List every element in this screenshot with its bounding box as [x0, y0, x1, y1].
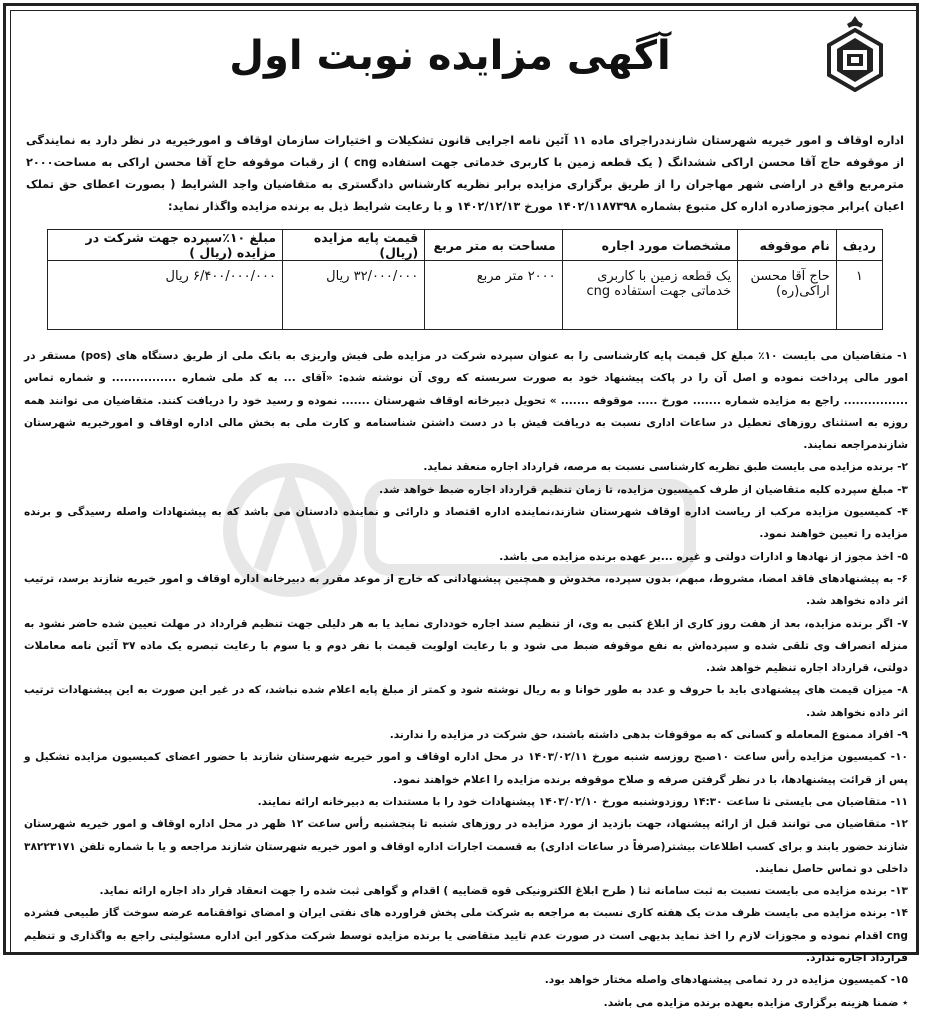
header-endowment-name: نام موقوفه — [738, 230, 837, 261]
condition-item: ۴- کمیسیون مزایده مرکب از ریاست اداره اوقاف شهرستان شازند،نماینده اداره اقتصاد و دارائی و نماینده دادستان می باشد که به پیشنهادات واصله رسیدگی و برنده مزایده را تعیین خواهند نمود. — [24, 506, 908, 541]
header-area: مساحت به متر مربع — [425, 230, 562, 261]
condition-item: ۳- مبلغ سپرده کلیه متقاضیان از طرف کمیسیون مزایده، تا زمان تنظیم قرارداد اجاره ضبط خواهد شد. — [379, 483, 908, 496]
condition-item: ۱۰- کمیسیون مزایده رأس ساعت ۱۰صبح روزسه شنبه مورخ ۱۴۰۳/۰۲/۱۱ در محل اداره اوقاف و امور خیریه شهرستان شازند با حضور اعضای کمیسیون مزایده تشکیل و پس از قرائت پیشنهادها، با در نظر گرفتن صرفه و صلاح موقوفه برنده مزایده را اعلام خواهند نمود. — [24, 751, 908, 786]
table-row — [48, 261, 883, 330]
page-title: آگهی مزایده نوبت اول — [229, 33, 671, 79]
condition-item: ۱۴- برنده مزایده می بایست ظرف مدت یک هفته کاری نسبت به مراجعه به شرکت ملی پخش فراورده های نفتی ایران و امضای توافقنامه عرضه سوخت گاز طبیعی فشرده cng اقدام نموده و مجوزات لازم را اخذ نماید بدیهی است در صورت عدم تایید متقاضی یا برنده مزایده توسط شرکت مذکور این اداره مسئولیتی راجع به واگذاری و تنظیم قرارداد اجاره ندارد. — [24, 907, 908, 965]
condition-item: ۱- متقاضیان می بایست ۱۰٪ مبلغ کل قیمت پایه کارشناسی را به عنوان سپرده شرکت در مزایده طی فیش واریزی به بانک ملی از طریق دستگاه های (pos) مستقر در امور مالی پرداخت نموده و اصل آن را در پاکت پیشنهاد خود به صورت سربسته که روی آن نوشته شده: «آقای ... به کد ملی شماره ................ و شماره تماس ................ راجع به مزایده شماره ....... مورخ ..... موقوفه ....... » تحویل دبیرخانه اوقاف شهرستان ....... نموده و رسید خود را دریافت کنند. متقاضیان می توانند همه روزه به استثنای روزهای تعطیل در ساعات اداری نسبت به دریافت فیش با در دست داشتن شناسنامه و کارت ملی به بخش مالی اداره اوقاف و امورخیریه شهرستان شازندمراجعه نمایند. — [24, 350, 909, 452]
condition-item: ۶- به پیشنهادهای فاقد امضا، مشروط، مبهم، بدون سپرده، مخدوش و همچنین پیشنهاداتی که خارج از موعد مقرر به دبیرخانه اداره اوقاف و امور خیریه شازند برسد، ترتیب اثر داده نخواهد شد. — [24, 572, 908, 608]
cell-area: ۲۰۰۰ متر مربع — [425, 261, 562, 330]
condition-item: ۵- اخذ مجوز از نهادها و ادارات دولتی و غیره ...بر عهده برنده مزایده می باشد. — [499, 550, 908, 563]
header-deposit: مبلغ ۱۰٪سپرده جهت شرکت در مزایده (ریال ) — [48, 230, 283, 261]
condition-item: ۲- برنده مزایده می بایست طبق نظریه کارشناسی نسبت به مرصه، قرارداد اجاره منعقد نماید. — [423, 461, 908, 474]
condition-item: ۹- افراد ممنوع المعامله و کسانی که به موقوفات بدهی داشته باشند، حق شرکت در مزایده را ندارند. — [389, 729, 908, 742]
header-row-number: ردیف — [836, 230, 882, 261]
condition-item: ۱۱- متقاضیان می بایستی تا ساعت ۱۴:۳۰ روزدوشنبه مورخ ۱۴۰۳/۰۲/۱۰ پیشنهادات خود را با مستندات به دبیرخانه ارائه نمایند. — [257, 795, 908, 808]
condition-item: ۸- میزان قیمت های پیشنهادی باید با حروف و عدد به طور خوانا و به ریال نوشته شود و کمتر از مبلغ پایه اعلام شده نباشد، که در غیر این صورت به این پیشنهادات ترتیب اثر داده نخواهد شد. — [24, 684, 908, 719]
table-header-row — [48, 230, 883, 261]
auction-table — [47, 229, 883, 330]
cell-specs: یک قطعه زمین با کاربری خدماتی جهت استفاده cng — [562, 261, 737, 330]
conditions-list — [24, 345, 908, 1014]
cell-base-price: ۳۲/۰۰۰/۰۰۰ ریال — [282, 261, 424, 330]
header-base-price: قیمت پایه مزایده (ریال) — [282, 230, 424, 261]
cell-deposit: ۶/۴۰۰/۰۰۰/۰۰۰ ریال — [48, 261, 283, 330]
condition-item: ۱۲- متقاضیان می توانند قبل از ارائه پیشنهاد، جهت بازدید از مورد مزایده در روزهای شنبه تا پنجشنبه رأس ساعت ۱۲ ظهر در محل اداره اوقاف و امور خیریه شهرستان شازند حضور یابند و برای کسب اطلاعات بیشتر(صرفاً در ساعات اداری) به قسمت اجارات اداره اوقاف و امور خیریه شهرستان شازند مراجعه و یا با شماره تلفن ۳۸۲۲۳۱۷۱ داخلی دو تماس حاصل نمایند. — [24, 818, 908, 875]
condition-item: ۱۳- برنده مزایده می بایست نسبت به ثبت سامانه ثنا ( طرح ابلاغ الکترونیکی قوه قضاییه ) اقدام و گواهی ثبت شده را جهت انعقاد قرار داد اجاره ارائه نماید. — [99, 885, 908, 898]
awqaf-logo-icon — [821, 12, 889, 92]
cell-row-number: ۱ — [836, 261, 882, 330]
intro-paragraph: اداره اوقاف و امور خیریه شهرستان شازنددراجرای ماده ۱۱ آئین نامه اجرایی قانون تشکیلات و اختیارات سازمان اوقاف و امورخیریه در نظر دارد به نمایندگی از موقوفه حاج آقا محسن اراکی ششدانگ ( یک قطعه زمین با کاربری خدماتی جهت استفاده cng ) از رقبات موقوفه حاج آقا محسن اراکی به مساحت۲۰۰۰ مترمربع واقع در اراضی شهر مهاجران را از طریق برگزاری مزایده برابر نظریه کارشناس دادگستری به متقاضیان واجد الشرایط ( بصورت اعطای حق تملک اعیان )برابر مجوزصادره اداره کل متبوع بشماره ۱۴۰۲/۱۱۸۷۳۹۸ مورخ ۱۴۰۲/۱۲/۱۳ و با رعایت شرایط ذیل به برنده مزایده واگذار نماید: — [26, 134, 904, 213]
condition-footnote: ٭ ضمنا هزینه برگزاری مزایده بعهده برنده مزایده می باشد. — [603, 996, 908, 1009]
condition-item: ۱۵- کمیسیون مزایده در رد تمامی پیشنهادهای واصله مختار خواهد بود. — [544, 974, 908, 987]
header-specs: مشخصات مورد اجاره — [562, 230, 737, 261]
condition-item: ۷- اگر برنده مزایده، بعد از هفت روز کاری از ابلاغ کتبی به وی، از تنظیم سند اجاره خودداری نماید یا به هر دلیلی جهت تنظیم قرارداد در مهلت تعیین شده حاضر نشود به منزله انصراف وی تلقی شده و سپرده‌اش به نفع موقوفه ضبط می شود و با رعایت اولویت قیمت با نفر دوم و یا سوم با رعایت تبصره یک ماده ۳۷ آئین نامه معاملات دولتی، قرارداد اجاره تنظیم خواهد شد. — [24, 617, 908, 675]
cell-endowment-name: حاج آقا محسن اراکی(ره) — [738, 261, 837, 330]
